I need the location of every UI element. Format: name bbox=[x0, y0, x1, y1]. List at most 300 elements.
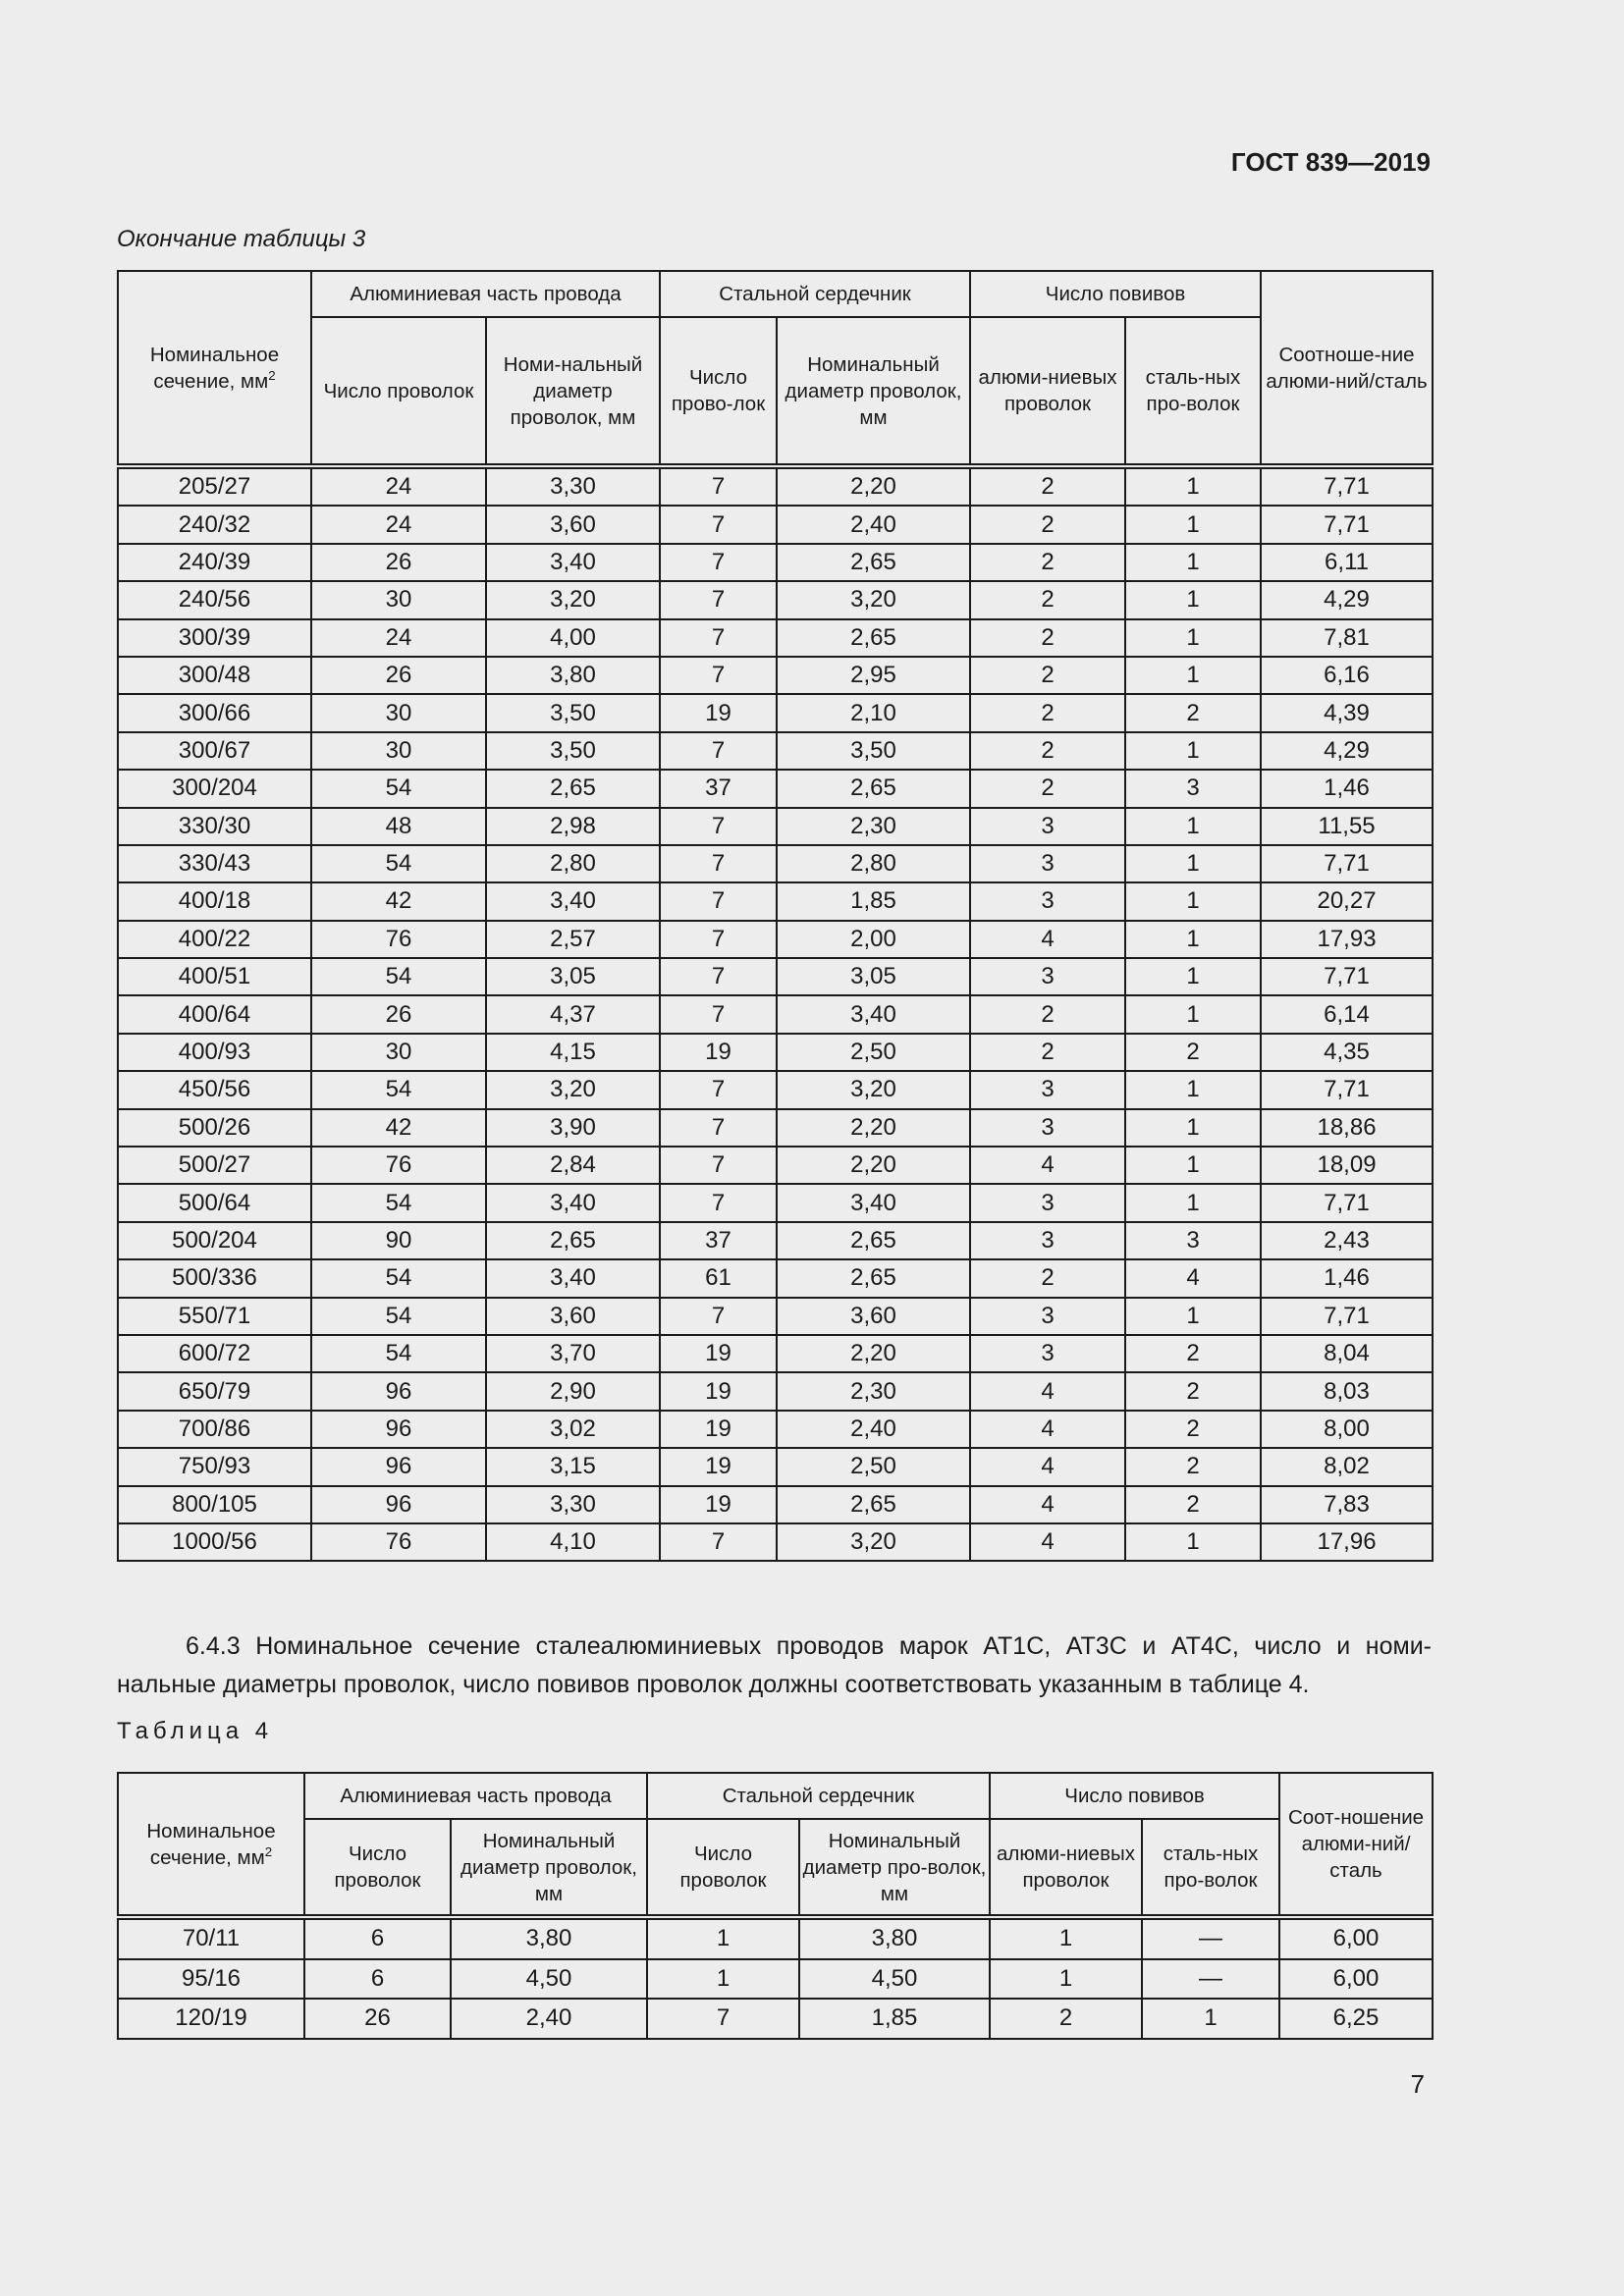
table-cell: 1 bbox=[647, 1959, 799, 2000]
table-cell: 30 bbox=[311, 1034, 486, 1071]
table-cell: 1 bbox=[1125, 921, 1261, 958]
table-cell: 54 bbox=[311, 958, 486, 995]
table-cell: 4,39 bbox=[1261, 694, 1433, 731]
table-cell: 19 bbox=[660, 1486, 777, 1523]
table-cell: 4 bbox=[970, 1448, 1125, 1485]
table-cell: 90 bbox=[311, 1222, 486, 1259]
table-row bbox=[118, 1071, 1433, 1108]
table-cell: 330/30 bbox=[118, 808, 311, 845]
table-cell: 2,80 bbox=[777, 845, 970, 882]
table-cell: 2 bbox=[990, 1999, 1142, 2039]
table-4-body bbox=[118, 1917, 1433, 2039]
table-cell: 2 bbox=[970, 1034, 1125, 1071]
header-lay-count: Число повивов bbox=[990, 1773, 1279, 1819]
table-cell: 3 bbox=[970, 1222, 1125, 1259]
table-cell: 2,65 bbox=[777, 1259, 970, 1297]
table-cell: 2,43 bbox=[1261, 1222, 1433, 1259]
table-row bbox=[118, 581, 1433, 618]
table-cell: 7 bbox=[660, 845, 777, 882]
table-cell: 3,05 bbox=[486, 958, 660, 995]
page-number: 7 bbox=[1410, 2069, 1425, 2099]
table-cell: 7 bbox=[660, 1109, 777, 1147]
table-row bbox=[118, 619, 1433, 657]
table-cell: 3,50 bbox=[777, 732, 970, 770]
table-cell: 400/22 bbox=[118, 921, 311, 958]
table-cell: 3,80 bbox=[799, 1917, 990, 1959]
table-cell: 76 bbox=[311, 1523, 486, 1561]
table-cell: 2,20 bbox=[777, 1335, 970, 1372]
header-st-wire-count: Число прово-лок bbox=[660, 317, 777, 466]
table-cell: 4,29 bbox=[1261, 581, 1433, 618]
table-row bbox=[118, 1259, 1433, 1297]
table-row bbox=[118, 995, 1433, 1033]
header-steel-core: Стальной сердечник bbox=[647, 1773, 990, 1819]
table-cell: 26 bbox=[311, 544, 486, 581]
table-cell: 300/204 bbox=[118, 770, 311, 807]
table-cell: 2,30 bbox=[777, 1372, 970, 1410]
table-cell: 2 bbox=[1125, 1335, 1261, 1372]
table-cell: 2,95 bbox=[777, 657, 970, 694]
table-cell: 3,90 bbox=[486, 1109, 660, 1147]
table-cell: 2 bbox=[970, 694, 1125, 731]
table-cell: 1,46 bbox=[1261, 1259, 1433, 1297]
table-cell: 1,46 bbox=[1261, 770, 1433, 807]
clause-line-1: 6.4.3 Номинальное сечение сталеалюминиевых проводов марок АТ1С, АТ3С и АТ4С, число и номи- bbox=[186, 1632, 1432, 1660]
header-aluminum-part: Алюминиевая часть провода bbox=[304, 1773, 647, 1819]
table-cell: 6 bbox=[304, 1917, 451, 1959]
table-cell: 7 bbox=[660, 882, 777, 920]
table-cell: 1 bbox=[1142, 1999, 1279, 2039]
table-cell: 3,40 bbox=[486, 1184, 660, 1221]
table-cell: 2,40 bbox=[451, 1999, 647, 2039]
table-cell: 19 bbox=[660, 1411, 777, 1448]
table-cell: 2 bbox=[970, 995, 1125, 1033]
table-cell: 18,09 bbox=[1261, 1147, 1433, 1184]
table-cell: 500/204 bbox=[118, 1222, 311, 1259]
table-row bbox=[118, 1184, 1433, 1221]
table-cell: 7,71 bbox=[1261, 506, 1433, 543]
table-row bbox=[118, 1298, 1433, 1335]
table-cell: 3 bbox=[970, 958, 1125, 995]
table-cell: 54 bbox=[311, 1184, 486, 1221]
table-row bbox=[118, 921, 1433, 958]
table-cell: 30 bbox=[311, 732, 486, 770]
table-cell: 54 bbox=[311, 770, 486, 807]
table-cell: 20,27 bbox=[1261, 882, 1433, 920]
table-3-caption: Окончание таблицы 3 bbox=[117, 226, 366, 252]
table-cell: 4 bbox=[970, 1372, 1125, 1410]
table-cell: 1 bbox=[1125, 995, 1261, 1033]
table-cell: 19 bbox=[660, 1372, 777, 1410]
table-cell: 11,55 bbox=[1261, 808, 1433, 845]
table-cell: 2,65 bbox=[777, 544, 970, 581]
table-cell: 2 bbox=[970, 1259, 1125, 1297]
table-cell: 2,10 bbox=[777, 694, 970, 731]
table-cell: 750/93 bbox=[118, 1448, 311, 1485]
table-cell: 7 bbox=[660, 808, 777, 845]
table-cell: 300/66 bbox=[118, 694, 311, 731]
table-cell: 1 bbox=[1125, 1184, 1261, 1221]
table-cell: 19 bbox=[660, 694, 777, 731]
table-cell: 1 bbox=[1125, 808, 1261, 845]
table-row bbox=[118, 958, 1433, 995]
header-ratio: Соотноше-ние алюми-ний/сталь bbox=[1261, 271, 1433, 466]
table-cell: 48 bbox=[311, 808, 486, 845]
clause-line-2: нальные диаметры проволок, число повивов проволок должны соответствовать указанным в таблице 4. bbox=[117, 1671, 1310, 1698]
table-cell: 54 bbox=[311, 845, 486, 882]
table-cell: 800/105 bbox=[118, 1486, 311, 1523]
header-st-wire-count: Число проволок bbox=[647, 1819, 799, 1917]
header-st-lays: сталь-ных про-волок bbox=[1125, 317, 1261, 466]
table-cell: 24 bbox=[311, 619, 486, 657]
table-cell: 3,40 bbox=[486, 882, 660, 920]
table-cell: 96 bbox=[311, 1486, 486, 1523]
table-row bbox=[118, 1147, 1433, 1184]
table-3-body bbox=[118, 466, 1433, 1561]
table-cell: 3,20 bbox=[486, 581, 660, 618]
table-cell: 1 bbox=[990, 1917, 1142, 1959]
table-cell: 2 bbox=[970, 466, 1125, 506]
table-row bbox=[118, 1486, 1433, 1523]
table-cell: 4,00 bbox=[486, 619, 660, 657]
table-row bbox=[118, 882, 1433, 920]
table-cell: 95/16 bbox=[118, 1959, 304, 2000]
table-cell: 6,25 bbox=[1279, 1999, 1433, 2039]
table-cell: 600/72 bbox=[118, 1335, 311, 1372]
table-cell: 3 bbox=[970, 1109, 1125, 1147]
table-cell: 2,40 bbox=[777, 506, 970, 543]
table-cell: 1 bbox=[1125, 1071, 1261, 1108]
table-cell: 7 bbox=[660, 1184, 777, 1221]
table-4 bbox=[117, 1772, 1434, 2040]
table-cell: 6,00 bbox=[1279, 1917, 1433, 1959]
table-cell: 240/32 bbox=[118, 506, 311, 543]
table-cell: 6,00 bbox=[1279, 1959, 1433, 2000]
table-cell: 4,29 bbox=[1261, 732, 1433, 770]
table-cell: — bbox=[1142, 1959, 1279, 2000]
header-ratio: Соот-ношение алюми-ний/сталь bbox=[1279, 1773, 1433, 1917]
table-row bbox=[118, 466, 1433, 506]
table-cell: 7,71 bbox=[1261, 845, 1433, 882]
table-cell: 3,80 bbox=[451, 1917, 647, 1959]
table-cell: 2,84 bbox=[486, 1147, 660, 1184]
table-cell: 4,15 bbox=[486, 1034, 660, 1071]
table-row bbox=[118, 1523, 1433, 1561]
table-cell: 7,71 bbox=[1261, 1184, 1433, 1221]
table-cell: 1 bbox=[1125, 619, 1261, 657]
table-cell: 1 bbox=[1125, 1147, 1261, 1184]
header-nominal-section: Номинальное сечение, $мм^2$ bbox=[118, 271, 311, 466]
header-aluminum-part: Алюминиевая часть провода bbox=[311, 271, 660, 317]
table-cell: 700/86 bbox=[118, 1411, 311, 1448]
table-cell: 4,50 bbox=[451, 1959, 647, 2000]
table-cell: 4 bbox=[970, 1523, 1125, 1561]
table-row bbox=[118, 1109, 1433, 1147]
table-cell: 1,85 bbox=[777, 882, 970, 920]
table-cell: 2 bbox=[1125, 1411, 1261, 1448]
table-cell: 500/64 bbox=[118, 1184, 311, 1221]
table-cell: 3 bbox=[970, 845, 1125, 882]
table-cell: 2 bbox=[970, 770, 1125, 807]
table-cell: 7,71 bbox=[1261, 1298, 1433, 1335]
table-cell: 76 bbox=[311, 921, 486, 958]
table-cell: 2 bbox=[970, 544, 1125, 581]
table-cell: 2,30 bbox=[777, 808, 970, 845]
table-cell: 3,50 bbox=[486, 694, 660, 731]
header-al-lays: алюми-ниевых проволок bbox=[970, 317, 1125, 466]
table-cell: 7 bbox=[660, 506, 777, 543]
table-cell: 2,65 bbox=[777, 770, 970, 807]
table-row bbox=[118, 1335, 1433, 1372]
table-cell: 2,90 bbox=[486, 1372, 660, 1410]
table-cell: 2,20 bbox=[777, 466, 970, 506]
table-cell: 400/18 bbox=[118, 882, 311, 920]
table-cell: 120/19 bbox=[118, 1999, 304, 2039]
table-cell: 2,20 bbox=[777, 1147, 970, 1184]
table-cell: 330/43 bbox=[118, 845, 311, 882]
table-cell: 3,40 bbox=[777, 995, 970, 1033]
table-cell: 1 bbox=[647, 1917, 799, 1959]
table-cell: 2 bbox=[1125, 1372, 1261, 1410]
table-cell: 42 bbox=[311, 882, 486, 920]
header-al-wire-count: Число проволок bbox=[304, 1819, 451, 1917]
table-cell: 1 bbox=[1125, 958, 1261, 995]
table-row bbox=[118, 808, 1433, 845]
table-cell: 3,60 bbox=[486, 506, 660, 543]
table-row bbox=[118, 1372, 1433, 1410]
table-cell: 3,20 bbox=[777, 1523, 970, 1561]
table-row bbox=[118, 694, 1433, 731]
table-cell: 7 bbox=[660, 581, 777, 618]
table-cell: 2,50 bbox=[777, 1034, 970, 1071]
table-cell: 2,65 bbox=[777, 1486, 970, 1523]
table-cell: 3,40 bbox=[486, 1259, 660, 1297]
table-cell: 450/56 bbox=[118, 1071, 311, 1108]
table-cell: 26 bbox=[304, 1999, 451, 2039]
table-cell: 19 bbox=[660, 1448, 777, 1485]
table-cell: 300/48 bbox=[118, 657, 311, 694]
table-cell: 96 bbox=[311, 1372, 486, 1410]
table-cell: 6,14 bbox=[1261, 995, 1433, 1033]
table-cell: 2 bbox=[970, 581, 1125, 618]
table-cell: 8,02 bbox=[1261, 1448, 1433, 1485]
table-cell: 24 bbox=[311, 506, 486, 543]
table-cell: 4 bbox=[970, 1411, 1125, 1448]
table-cell: 1 bbox=[1125, 1523, 1261, 1561]
table-cell: 2 bbox=[970, 506, 1125, 543]
table-cell: 7 bbox=[660, 657, 777, 694]
table-cell: 1 bbox=[1125, 581, 1261, 618]
table-cell: 6,16 bbox=[1261, 657, 1433, 694]
table-cell: 3 bbox=[970, 1298, 1125, 1335]
table-cell: 30 bbox=[311, 581, 486, 618]
table-cell: 96 bbox=[311, 1411, 486, 1448]
table-cell: 3,05 bbox=[777, 958, 970, 995]
table-cell: 3 bbox=[1125, 770, 1261, 807]
table-row bbox=[118, 1448, 1433, 1485]
table-cell: 3,30 bbox=[486, 1486, 660, 1523]
table-cell: 4 bbox=[970, 1486, 1125, 1523]
table-cell: 76 bbox=[311, 1147, 486, 1184]
table-cell: 7 bbox=[660, 1298, 777, 1335]
table-cell: 2,80 bbox=[486, 845, 660, 882]
table-cell: 4 bbox=[1125, 1259, 1261, 1297]
table-row bbox=[118, 732, 1433, 770]
table-row bbox=[118, 506, 1433, 543]
table-cell: 26 bbox=[311, 995, 486, 1033]
table-row bbox=[118, 1959, 1433, 2000]
table-cell: 7 bbox=[660, 1147, 777, 1184]
table-cell: 7 bbox=[660, 732, 777, 770]
table-cell: 42 bbox=[311, 1109, 486, 1147]
table-cell: 30 bbox=[311, 694, 486, 731]
table-cell: 7 bbox=[660, 544, 777, 581]
table-cell: 7 bbox=[660, 466, 777, 506]
table-row bbox=[118, 657, 1433, 694]
table-cell: 3,30 bbox=[486, 466, 660, 506]
table-cell: 1 bbox=[1125, 732, 1261, 770]
table-cell: 37 bbox=[660, 1222, 777, 1259]
table-cell: 7 bbox=[660, 619, 777, 657]
table-cell: 7,83 bbox=[1261, 1486, 1433, 1523]
table-cell: 7 bbox=[647, 1999, 799, 2039]
table-cell: 7,81 bbox=[1261, 619, 1433, 657]
table-cell: 7,71 bbox=[1261, 466, 1433, 506]
table-cell: 400/51 bbox=[118, 958, 311, 995]
table-cell: 2,50 bbox=[777, 1448, 970, 1485]
table-cell: 3,15 bbox=[486, 1448, 660, 1485]
table-cell: 500/26 bbox=[118, 1109, 311, 1147]
table-cell: 6,11 bbox=[1261, 544, 1433, 581]
table-row bbox=[118, 544, 1433, 581]
table-row bbox=[118, 1411, 1433, 1448]
table-cell: 54 bbox=[311, 1298, 486, 1335]
table-cell: 3 bbox=[1125, 1222, 1261, 1259]
table-row bbox=[118, 1999, 1433, 2039]
table-cell: 3 bbox=[970, 1071, 1125, 1108]
table-cell: 2,00 bbox=[777, 921, 970, 958]
table-cell: 4,50 bbox=[799, 1959, 990, 2000]
table-cell: 300/67 bbox=[118, 732, 311, 770]
table-cell: 54 bbox=[311, 1071, 486, 1108]
table-cell: — bbox=[1142, 1917, 1279, 1959]
table-cell: 1 bbox=[990, 1959, 1142, 2000]
table-cell: 3,50 bbox=[486, 732, 660, 770]
standard-designation: ГОСТ 839—2019 bbox=[1230, 147, 1431, 177]
table-cell: 3 bbox=[970, 808, 1125, 845]
table-row bbox=[118, 1917, 1433, 1959]
table-cell: 4,37 bbox=[486, 995, 660, 1033]
table-row bbox=[118, 770, 1433, 807]
table-cell: 500/27 bbox=[118, 1147, 311, 1184]
table-cell: 37 bbox=[660, 770, 777, 807]
table-cell: 96 bbox=[311, 1448, 486, 1485]
table-cell: 1 bbox=[1125, 1109, 1261, 1147]
table-cell: 4,10 bbox=[486, 1523, 660, 1561]
table-3 bbox=[117, 270, 1434, 1562]
table-cell: 1 bbox=[1125, 506, 1261, 543]
table-cell: 1 bbox=[1125, 1298, 1261, 1335]
header-al-wire-diameter: Номинальный диаметр проволок, мм bbox=[451, 1819, 647, 1917]
header-al-wire-diameter: Номи-нальный диаметр проволок, мм bbox=[486, 317, 660, 466]
header-st-wire-diameter: Номинальный диаметр проволок, мм bbox=[777, 317, 970, 466]
table-cell: 2 bbox=[1125, 694, 1261, 731]
table-cell: 1 bbox=[1125, 845, 1261, 882]
table-cell: 7 bbox=[660, 1523, 777, 1561]
table-4-caption: Таблица 4 bbox=[117, 1718, 274, 1744]
table-cell: 19 bbox=[660, 1335, 777, 1372]
table-cell: 3,60 bbox=[486, 1298, 660, 1335]
table-row bbox=[118, 845, 1433, 882]
table-cell: 2,65 bbox=[486, 770, 660, 807]
table-cell: 8,00 bbox=[1261, 1411, 1433, 1448]
table-cell: 2,98 bbox=[486, 808, 660, 845]
table-cell: 2 bbox=[1125, 1034, 1261, 1071]
table-cell: 650/79 bbox=[118, 1372, 311, 1410]
table-cell: 2 bbox=[970, 732, 1125, 770]
table-cell: 1 bbox=[1125, 544, 1261, 581]
table-cell: 3,20 bbox=[777, 581, 970, 618]
table-cell: 240/56 bbox=[118, 581, 311, 618]
table-cell: 3,70 bbox=[486, 1335, 660, 1372]
table-cell: 8,04 bbox=[1261, 1335, 1433, 1372]
table-cell: 1,85 bbox=[799, 1999, 990, 2039]
table-cell: 3,40 bbox=[777, 1184, 970, 1221]
table-cell: 2,40 bbox=[777, 1411, 970, 1448]
header-nominal-section: Номинальное сечение, $мм^2$ bbox=[118, 1773, 304, 1917]
table-cell: 2 bbox=[970, 657, 1125, 694]
table-cell: 17,93 bbox=[1261, 921, 1433, 958]
table-cell: 3,02 bbox=[486, 1411, 660, 1448]
table-cell: 17,96 bbox=[1261, 1523, 1433, 1561]
table-cell: 7 bbox=[660, 958, 777, 995]
table-cell: 7 bbox=[660, 995, 777, 1033]
table-cell: 54 bbox=[311, 1259, 486, 1297]
table-cell: 6 bbox=[304, 1959, 451, 2000]
table-cell: 2,65 bbox=[777, 1222, 970, 1259]
header-steel-core: Стальной сердечник bbox=[660, 271, 970, 317]
table-cell: 70/11 bbox=[118, 1917, 304, 1959]
table-cell: 19 bbox=[660, 1034, 777, 1071]
table-cell: 3 bbox=[970, 1335, 1125, 1372]
table-cell: 2 bbox=[970, 619, 1125, 657]
table-cell: 7,71 bbox=[1261, 958, 1433, 995]
table-cell: 550/71 bbox=[118, 1298, 311, 1335]
table-cell: 3,80 bbox=[486, 657, 660, 694]
table-cell: 3 bbox=[970, 882, 1125, 920]
header-st-wire-diameter: Номинальный диаметр про-волок, мм bbox=[799, 1819, 990, 1917]
table-cell: 400/64 bbox=[118, 995, 311, 1033]
table-cell: 8,03 bbox=[1261, 1372, 1433, 1410]
table-cell: 2,57 bbox=[486, 921, 660, 958]
clause-6-4-3 bbox=[117, 1628, 1432, 1704]
table-cell: 2 bbox=[1125, 1486, 1261, 1523]
header-al-wire-count: Число проволок bbox=[311, 317, 486, 466]
table-cell: 4,35 bbox=[1261, 1034, 1433, 1071]
table-cell: 300/39 bbox=[118, 619, 311, 657]
table-cell: 24 bbox=[311, 466, 486, 506]
table-cell: 1 bbox=[1125, 657, 1261, 694]
table-cell: 2,65 bbox=[486, 1222, 660, 1259]
table-cell: 1 bbox=[1125, 466, 1261, 506]
table-cell: 1000/56 bbox=[118, 1523, 311, 1561]
table-cell: 54 bbox=[311, 1335, 486, 1372]
header-st-lays: сталь-ных про-волок bbox=[1142, 1819, 1279, 1917]
table-cell: 7,71 bbox=[1261, 1071, 1433, 1108]
table-cell: 2,20 bbox=[777, 1109, 970, 1147]
table-cell: 61 bbox=[660, 1259, 777, 1297]
header-al-lays: алюми-ниевых проволок bbox=[990, 1819, 1142, 1917]
